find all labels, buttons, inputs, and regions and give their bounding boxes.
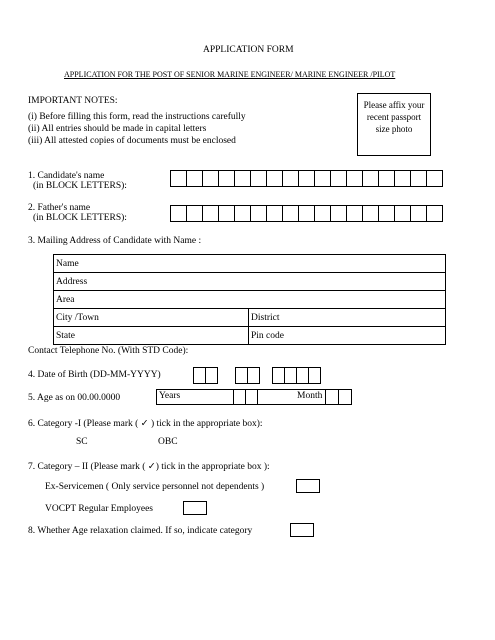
letter-box[interactable] bbox=[202, 170, 219, 187]
candidate-name-boxes[interactable] bbox=[170, 170, 442, 187]
addr-city-field[interactable]: City /Town bbox=[54, 309, 249, 327]
address-table bbox=[53, 254, 446, 345]
addr-pin-field[interactable]: Pin code bbox=[249, 327, 446, 345]
month-digit-box[interactable] bbox=[338, 389, 352, 405]
letter-box[interactable] bbox=[426, 170, 443, 187]
letter-box[interactable] bbox=[282, 205, 299, 222]
photo-box-line-3: size photo bbox=[375, 124, 413, 134]
addr-district-field[interactable]: District bbox=[249, 309, 446, 327]
month-label: Month bbox=[297, 391, 323, 401]
vocpt-checkbox[interactable] bbox=[183, 501, 207, 515]
photo-box-line-1: Please affix your bbox=[363, 100, 425, 110]
years-label: Years bbox=[159, 391, 181, 401]
q1-sublabel: (in BLOCK LETTERS): bbox=[33, 181, 127, 191]
note-2: (ii) All entries should be made in capital letters bbox=[28, 124, 207, 134]
letter-box[interactable] bbox=[410, 205, 427, 222]
dob-dd-boxes[interactable] bbox=[193, 367, 217, 384]
q6-label: 6. Category -I (Please mark ( ✓ ) tick in the appropriate box): bbox=[28, 419, 263, 429]
letter-box[interactable] bbox=[378, 170, 395, 187]
letter-box[interactable] bbox=[426, 205, 443, 222]
q1-label: 1. Candidate's name bbox=[28, 171, 105, 181]
q4-label: 4. Date of Birth (DD-MM-YYYY) bbox=[28, 370, 161, 380]
notes-heading: IMPORTANT NOTES: bbox=[28, 96, 118, 106]
letter-box[interactable] bbox=[314, 170, 331, 187]
letter-box[interactable] bbox=[362, 205, 379, 222]
letter-box[interactable] bbox=[266, 205, 283, 222]
form-subtitle: APPLICATION FOR THE POST OF SENIOR MARINE ENGINEER/ MARINE ENGINEER /PILOT bbox=[64, 70, 396, 79]
age-relaxation-box[interactable] bbox=[290, 523, 314, 537]
letter-box[interactable] bbox=[250, 170, 267, 187]
note-3: (iii) All attested copies of documents must be enclosed bbox=[28, 136, 236, 146]
letter-box[interactable] bbox=[298, 170, 315, 187]
letter-box[interactable] bbox=[346, 170, 363, 187]
dob-mm-boxes[interactable] bbox=[235, 367, 259, 384]
letter-box[interactable] bbox=[330, 170, 347, 187]
digit-box[interactable] bbox=[205, 367, 218, 384]
digit-box[interactable] bbox=[308, 367, 321, 384]
month-digit-box[interactable] bbox=[325, 389, 339, 405]
letter-box[interactable] bbox=[234, 205, 251, 222]
digit-box[interactable] bbox=[247, 367, 260, 384]
addr-area-field[interactable]: Area bbox=[54, 291, 446, 309]
letter-box[interactable] bbox=[170, 205, 187, 222]
q7-label: 7. Category – II (Please mark ( ✓) tick in the appropriate box ): bbox=[28, 462, 270, 472]
q2-label: 2. Father's name bbox=[28, 203, 91, 213]
photo-box bbox=[357, 93, 431, 156]
letter-box[interactable] bbox=[346, 205, 363, 222]
letter-box[interactable] bbox=[298, 205, 315, 222]
obc-label: OBC bbox=[158, 437, 178, 447]
letter-box[interactable] bbox=[234, 170, 251, 187]
letter-box[interactable] bbox=[218, 170, 235, 187]
form-title: APPLICATION FORM bbox=[203, 45, 294, 55]
letter-box[interactable] bbox=[378, 205, 395, 222]
letter-box[interactable] bbox=[186, 205, 203, 222]
letter-box[interactable] bbox=[394, 205, 411, 222]
q2-sublabel: (in BLOCK LETTERS): bbox=[33, 213, 127, 223]
addr-name-field[interactable]: Name bbox=[54, 255, 446, 273]
letter-box[interactable] bbox=[218, 205, 235, 222]
letter-box[interactable] bbox=[410, 170, 427, 187]
addr-address-field[interactable]: Address bbox=[54, 273, 446, 291]
ex-servicemen-label: Ex-Servicemen ( Only service personnel not dependents ) bbox=[45, 482, 265, 492]
q3-label: 3. Mailing Address of Candidate with Name : bbox=[28, 236, 202, 246]
photo-box-line-2: recent passport bbox=[366, 112, 422, 122]
vocpt-label: VOCPT Regular Employees bbox=[45, 504, 154, 514]
letter-box[interactable] bbox=[170, 170, 187, 187]
letter-box[interactable] bbox=[202, 205, 219, 222]
letter-box[interactable] bbox=[282, 170, 299, 187]
letter-box[interactable] bbox=[250, 205, 267, 222]
letter-box[interactable] bbox=[186, 170, 203, 187]
addr-state-field[interactable]: State bbox=[54, 327, 249, 345]
sc-label: SC bbox=[76, 437, 88, 447]
years-digit-box[interactable] bbox=[245, 389, 258, 405]
note-1: (i) Before filling this form, read the instructions carefully bbox=[28, 112, 246, 122]
q8-label: 8. Whether Age relaxation claimed. If so, indicate category bbox=[28, 526, 253, 536]
letter-box[interactable] bbox=[394, 170, 411, 187]
father-name-boxes[interactable] bbox=[170, 205, 442, 222]
q5-label: 5. Age as on 00.00.0000 bbox=[28, 393, 121, 403]
dob-yyyy-boxes[interactable] bbox=[272, 367, 320, 384]
letter-box[interactable] bbox=[362, 170, 379, 187]
ex-servicemen-checkbox[interactable] bbox=[296, 479, 320, 493]
contact-label: Contact Telephone No. (With STD Code): bbox=[28, 346, 189, 356]
letter-box[interactable] bbox=[330, 205, 347, 222]
letter-box[interactable] bbox=[266, 170, 283, 187]
letter-box[interactable] bbox=[314, 205, 331, 222]
